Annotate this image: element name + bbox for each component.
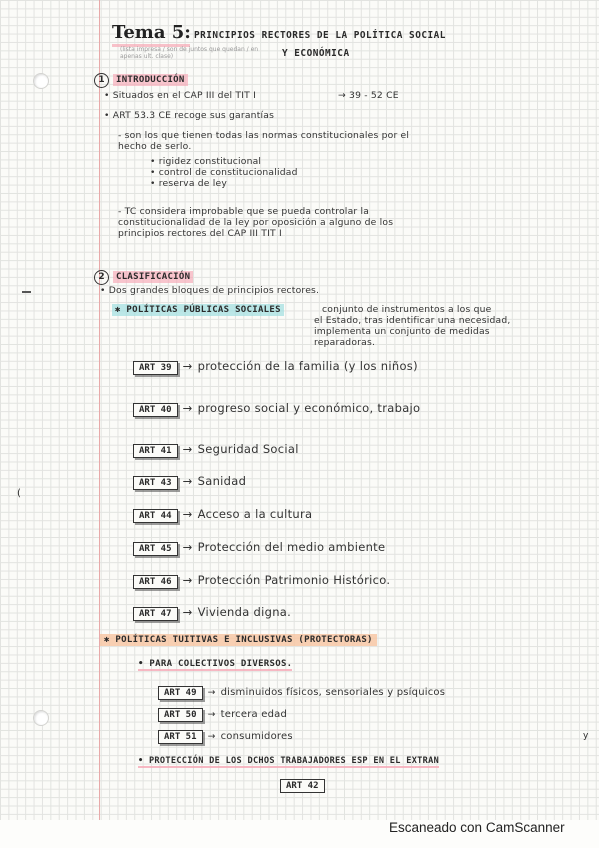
article-box: ART 43 <box>133 476 178 490</box>
list-item-ref: → 39 - 52 CE <box>338 90 399 101</box>
list-item: • ART 53.3 CE recoge sus garantías <box>104 110 275 121</box>
list-item: - TC considera improbable que se pueda controlar la <box>118 206 370 217</box>
page-subtitle-line2: Y ECONÓMICA <box>282 48 350 59</box>
article-arrow: → <box>207 687 216 698</box>
sub-heading: • PROTECCIÓN DE LOS DCHOS TRABAJADORES ESP EN EL EXTRAN <box>138 756 440 766</box>
list-item: - son los que tienen todas las normas constitucionales por el <box>118 130 410 141</box>
article-row <box>280 773 325 793</box>
article-row <box>133 569 390 589</box>
article-arrow: → <box>207 731 216 742</box>
article-box: ART 47 <box>133 607 178 621</box>
article-arrow: → <box>182 605 193 619</box>
article-row <box>133 438 299 458</box>
article-row <box>133 355 418 375</box>
section-number: 1 <box>94 73 109 88</box>
page-subtitle-line1: PRINCIPIOS RECTORES DE LA POLÍTICA SOCIAL <box>194 30 446 41</box>
article-arrow: → <box>182 540 193 554</box>
list-item: • Dos grandes bloques de principios rectores. <box>100 285 320 296</box>
section-title: CLASIFICACIÓN <box>113 271 193 283</box>
list-item: • reserva de ley <box>150 178 228 189</box>
article-box: ART 51 <box>158 730 203 744</box>
edge-mark: ( <box>17 488 21 499</box>
list-item: • rigidez constitucional <box>150 156 262 167</box>
article-text: tercera edad <box>220 709 288 720</box>
article-box: ART 42 <box>280 779 325 793</box>
article-row <box>158 724 293 744</box>
edge-mark <box>22 291 31 293</box>
article-arrow: → <box>207 709 216 720</box>
article-text: Acceso a la cultura <box>197 507 313 521</box>
article-arrow: → <box>182 359 193 373</box>
section-heading-2 <box>94 264 193 285</box>
article-box: ART 46 <box>133 575 178 589</box>
article-row <box>133 601 291 621</box>
article-text: consumidores <box>220 731 293 742</box>
article-box: ART 41 <box>133 444 178 458</box>
definition-line: conjunto de instrumentos a los que <box>322 304 492 315</box>
definition-line: el Estado, tras identificar una necesidad, <box>314 315 511 326</box>
scanner-watermark: Escaneado con CamScanner <box>389 820 565 835</box>
article-arrow: → <box>182 573 193 587</box>
faint-note: (lista impresa / son de juntos que quedan / en apenas ult. clase) <box>120 46 259 60</box>
article-box: ART 49 <box>158 686 203 700</box>
article-row <box>133 503 312 523</box>
article-box: ART 40 <box>133 403 178 417</box>
article-arrow: → <box>182 442 193 456</box>
margin-line <box>99 0 100 820</box>
section-title: INTRODUCCIÓN <box>113 74 188 86</box>
edge-mark: y <box>583 731 589 741</box>
article-text: Vivienda digna. <box>197 605 292 619</box>
article-row <box>158 702 287 722</box>
list-item: • control de constitucionalidad <box>150 167 298 178</box>
list-item: principios rectores del CAP III TIT I <box>118 228 282 239</box>
article-row <box>158 680 445 700</box>
article-box: ART 44 <box>133 509 178 523</box>
article-box: ART 50 <box>158 708 203 722</box>
article-row <box>133 397 420 417</box>
article-text: Seguridad Social <box>197 442 299 456</box>
binder-hole <box>33 710 49 726</box>
section-heading-1 <box>94 67 188 88</box>
section-number: 2 <box>94 270 109 285</box>
list-item: • Situados en el CAP III del TIT I <box>104 90 256 101</box>
definition-line: reparadoras. <box>314 337 376 348</box>
article-text: Protección Patrimonio Histórico. <box>197 573 391 587</box>
article-arrow: → <box>182 507 193 521</box>
list-item: hecho de serlo. <box>118 141 192 152</box>
article-text: protección de la familia (y los niños) <box>197 359 418 373</box>
block-label-social: ✱ POLÍTICAS PÚBLICAS SOCIALES <box>112 304 284 316</box>
sub-heading: • PARA COLECTIVOS DIVERSOS. <box>138 659 293 669</box>
article-text: Sanidad <box>197 474 247 488</box>
article-text: Protección del medio ambiente <box>197 540 386 554</box>
list-item: constitucionalidad de la ley por oposición a alguno de los <box>118 217 394 228</box>
article-box: ART 45 <box>133 542 178 556</box>
article-row <box>133 470 246 490</box>
block-label-protective: ✱ POLÍTICAS TUITIVAS E INCLUSIVAS (PROTECTORAS) <box>100 634 377 646</box>
article-row <box>133 536 385 556</box>
definition-line: implementa un conjunto de medidas <box>314 326 490 337</box>
article-arrow: → <box>182 401 193 415</box>
binder-hole <box>33 73 49 89</box>
article-arrow: → <box>182 474 193 488</box>
page-title: Tema 5: <box>112 22 191 43</box>
article-text: disminuidos físicos, sensoriales y psíquicos <box>220 687 446 698</box>
article-box: ART 39 <box>133 361 178 375</box>
article-text: progreso social y económico, trabajo <box>197 401 421 415</box>
